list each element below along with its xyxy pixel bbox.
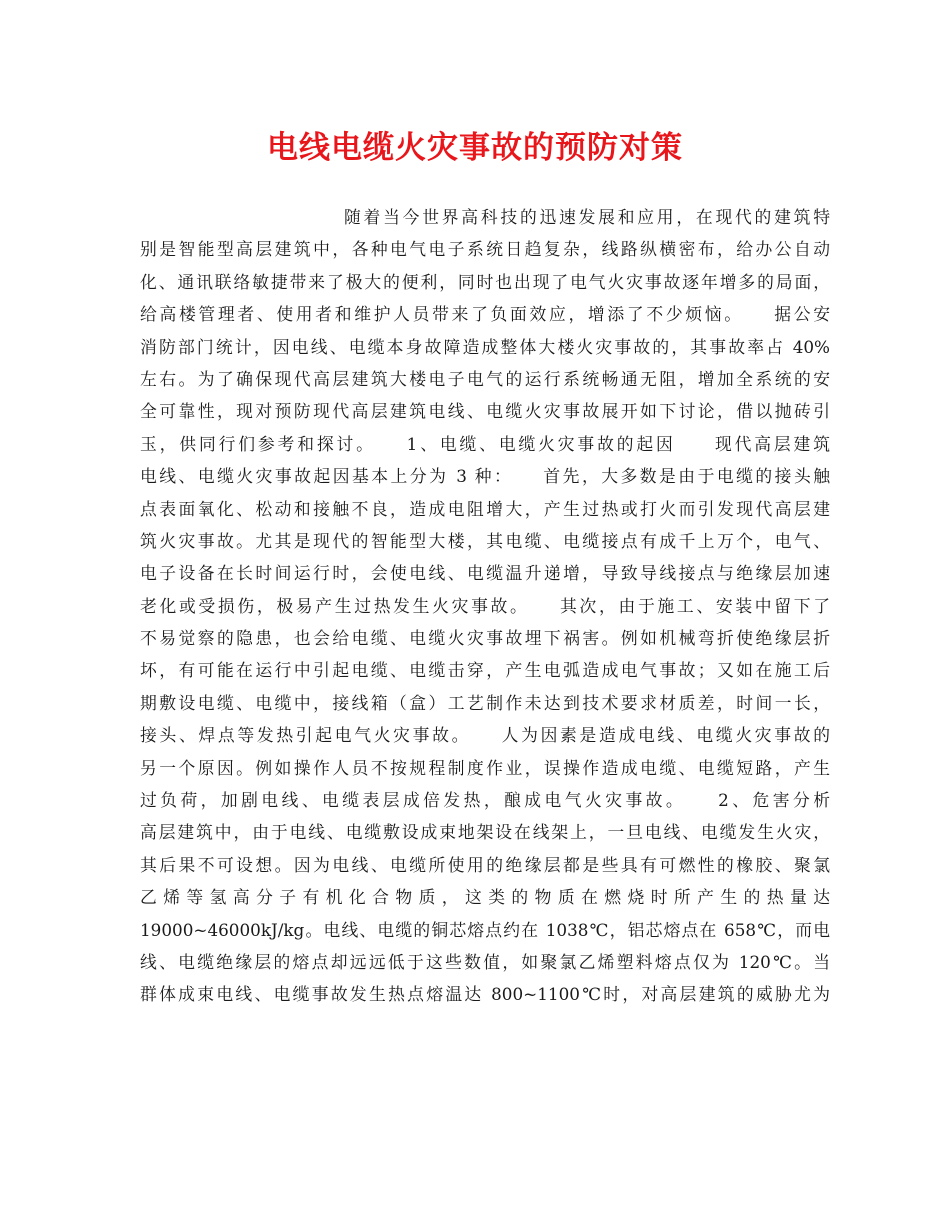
body-line: 全可靠性，现对预防现代高层建筑电线、电缆火灾事故展开如下讨论，借以抛砖引 xyxy=(140,401,830,422)
body-line: 群体成束电线、电缆事故发生热点熔温达 800~1100℃时，对高层建筑的威胁尤为 xyxy=(140,984,830,1005)
body-line: 过负荷，加剧电线、电缆表层成倍发热，酿成电气火灾事故。 2、危害分析 xyxy=(140,790,830,811)
body-line: 给高楼管理者、使用者和维护人员带来了负面效应，增添了不少烦恼。 据公安 xyxy=(140,304,830,325)
body-line: 左右。为了确保现代高层建筑大楼电子电气的运行系统畅通无阻，增加全系统的安 xyxy=(140,368,830,389)
body-line: 点表面氧化、松动和接触不良，造成电阻增大，产生过热或打火而引发现代高层建 xyxy=(140,498,830,519)
body-line: 电子设备在长时间运行时，会使电线、电缆温升递增，导致导线接点与绝缘层加速 xyxy=(140,563,830,584)
body-line: 乙烯等氢高分子有机化合物质，这类的物质在燃烧时所产生的热量达 xyxy=(140,887,830,908)
body-line: 电线、电缆火灾事故起因基本上分为 3 种： 首先，大多数是由于电缆的接头触 xyxy=(140,466,830,487)
body-line: 线、电缆绝缘层的熔点却远远低于这些数值，如聚氯乙烯塑料熔点仅为 120℃。当 xyxy=(140,951,830,972)
body-line: 接头、焊点等发热引起电气火灾事故。 人为因素是造成电线、电缆火灾事故的 xyxy=(140,725,830,746)
body-line: 玉，供同行们参考和探讨。 1、电缆、电缆火灾事故的起因 现代高层建筑 xyxy=(140,433,830,454)
document-body xyxy=(140,201,830,1011)
body-line: 筑火灾事故。尤其是现代的智能型大楼，其电缆、电缆接点有成千上万个，电气、 xyxy=(140,530,830,551)
body-line: 期敷设电缆、电缆中，接线箱（盒）工艺制作未达到技术要求材质差，时间一长， xyxy=(140,692,830,713)
body-line: 消防部门统计，因电线、电缆本身故障造成整体大楼火灾事故的，其事故率占 40% xyxy=(140,336,830,357)
body-line: 19000~46000kJ/kg。电线、电缆的铜芯熔点约在 1038℃，铝芯熔点在 658℃，而电 xyxy=(140,919,830,940)
body-line: 化、通讯联络敏捷带来了极大的便利，同时也出现了电气火灾事故逐年增多的局面， xyxy=(140,271,830,292)
body-line: 坏，有可能在运行中引起电缆、电缆击穿，产生电弧造成电气事故；又如在施工后 xyxy=(140,660,830,681)
body-line: 高层建筑中，由于电线、电缆敷设成束地架设在线架上，一旦电线、电缆发生火灾， xyxy=(140,822,830,843)
body-line: 老化或受损伤，极易产生过热发生火灾事故。 其次，由于施工、安装中留下了 xyxy=(140,595,830,616)
body-line: 随着当今世界高科技的迅速发展和应用，在现代的建筑特 xyxy=(344,207,830,227)
body-line: 另一个原因。例如操作人员不按规程制度作业，误操作造成电缆、电缆短路，产生 xyxy=(140,757,830,778)
body-line: 不易觉察的隐患，也会给电缆、电缆火灾事故埋下祸害。例如机械弯折使绝缘层折 xyxy=(140,628,830,649)
body-line: 别是智能型高层建筑中，各种电气电子系统日趋复杂，线路纵横密布，给办公自动 xyxy=(140,239,830,260)
body-line: 其后果不可设想。因为电线、电缆所使用的绝缘层都是些具有可燃性的橡胶、聚氯 xyxy=(140,854,830,875)
document-title: 电线电缆火灾事故的预防对策 xyxy=(267,130,683,166)
